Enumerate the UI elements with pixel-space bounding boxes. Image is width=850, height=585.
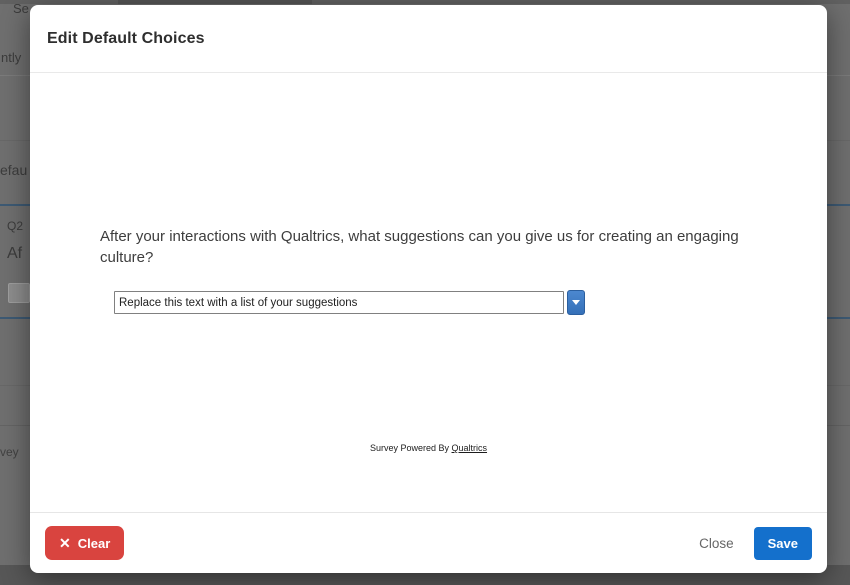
- backdrop-fragment-left-a: ntly: [1, 50, 22, 65]
- modal-title: Edit Default Choices: [47, 29, 205, 47]
- backdrop-top-bar-segment: [118, 0, 312, 4]
- powered-by-text: [30, 443, 827, 453]
- close-button[interactable]: Close: [695, 528, 738, 559]
- default-choice-dropdown: [114, 291, 585, 315]
- powered-by-prefix: Survey Powered By: [369, 443, 452, 453]
- default-choice-input[interactable]: [114, 291, 564, 314]
- edit-default-choices-dialog: [30, 5, 827, 573]
- qualtrics-link[interactable]: Qualtrics: [451, 443, 488, 453]
- clear-button-label: Clear: [77, 535, 111, 551]
- survey-question-text: After your interactions with Qualtrics, what suggestions can you give us for creating an engaging culture?: [100, 228, 739, 266]
- clear-x-icon: ✕: [59, 535, 71, 551]
- caret-down-icon: [572, 300, 580, 305]
- clear-button[interactable]: [45, 526, 124, 560]
- backdrop-input-fragment: [8, 283, 30, 303]
- backdrop-fragment-left-b: efau: [0, 162, 28, 178]
- backdrop-fragment-top: Se: [13, 1, 29, 16]
- modal-footer: [30, 512, 827, 573]
- save-button[interactable]: Save: [754, 527, 812, 560]
- dropdown-toggle-button[interactable]: [567, 290, 585, 315]
- survey-preview-area: [30, 73, 827, 512]
- backdrop-fragment-bottom: vey: [0, 445, 19, 459]
- backdrop-question-number: Q2: [7, 219, 24, 233]
- backdrop-question-start: Af: [7, 245, 23, 262]
- modal-header: [30, 5, 827, 73]
